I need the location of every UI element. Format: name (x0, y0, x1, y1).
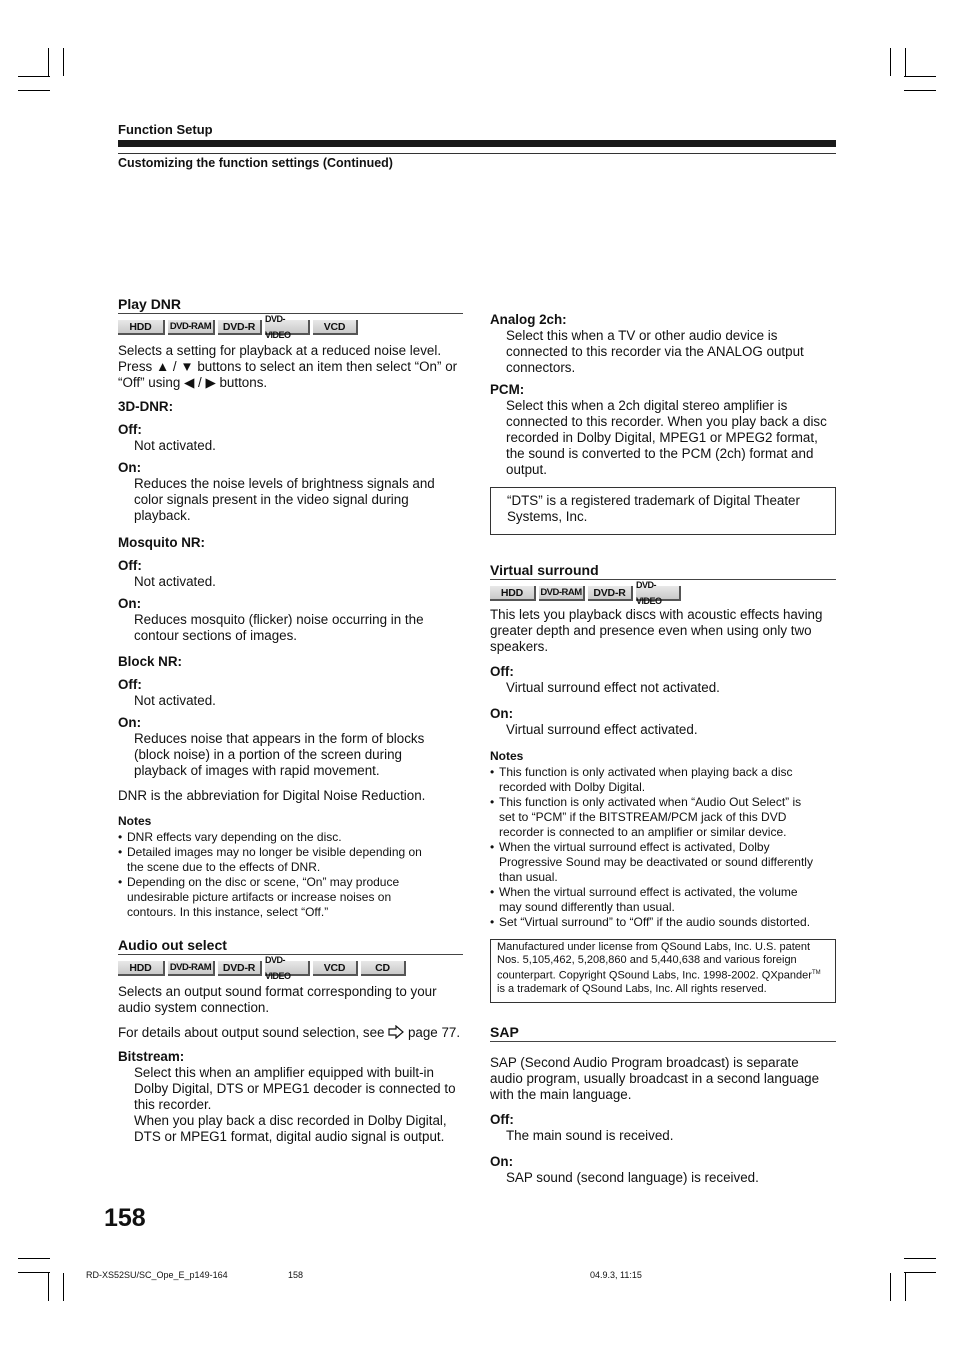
label-pcm: PCM: (490, 382, 525, 397)
label-off: Off: (118, 677, 142, 692)
label-mosquito-nr: Mosquito NR: (118, 535, 206, 550)
crop-mark (905, 48, 906, 76)
dnr-abbreviation-note: DNR is the abbreviation for Digital Noise Reduction. (118, 788, 426, 803)
crop-mark (63, 48, 64, 76)
text-line: recorded in Dolby Digital, MPEG1 or MPEG2 format, (506, 430, 818, 445)
audio-out-intro (118, 984, 463, 1016)
text-line: contour sections of images. (134, 628, 298, 643)
label-on: On: (490, 1154, 514, 1169)
play-dnr-intro (118, 343, 463, 391)
disc-badges (118, 313, 463, 340)
page-subtitle: Customizing the function settings (Continued) (118, 156, 393, 170)
text-line: connected to this recorder. When you play back a disc (506, 414, 827, 429)
badge-dvd-ram: DVD-RAM (168, 320, 215, 335)
crop-mark (890, 1273, 891, 1301)
section-heading-virtual-surround: Virtual surround (490, 562, 836, 580)
option-text: Virtual surround effect not activated. (506, 680, 720, 695)
crop-mark (18, 1272, 50, 1273)
badge-dvd-video: DVD-VIDEO (265, 961, 310, 976)
crop-mark (48, 1273, 49, 1301)
text-line: Selects an output sound format corresponding to your (118, 984, 437, 999)
label-on: On: (118, 715, 142, 730)
section-title: Function Setup (118, 122, 213, 137)
header-rule (118, 140, 836, 147)
crop-mark (18, 90, 50, 91)
text-line: connectors. (506, 360, 576, 375)
text-line: Select this when a TV or other audio device is (506, 328, 778, 343)
label-off: Off: (490, 1112, 514, 1127)
text-line: Selects a setting for playback at a reduced noise level. (118, 343, 442, 358)
text-line: Systems, Inc. (507, 509, 588, 524)
footer-date: 04.9.3, 11:15 (590, 1270, 642, 1280)
note-item: • When the virtual surround effect is activated, Dolby Progressive Sound may be deactivated or sound differently than usual. (490, 840, 836, 885)
sap-intro (490, 1055, 836, 1103)
text-line: speakers. (490, 639, 549, 654)
text-line: Press ▲ / ▼ buttons to select an item then select “On” or (118, 359, 458, 374)
crop-mark (18, 1258, 50, 1259)
arrow-right-icon (388, 1025, 404, 1039)
text-line: Select this when a 2ch digital stereo amplifier is (506, 398, 788, 413)
text-line: Reduces noise that appears in the form of blocks (134, 731, 425, 746)
option-text: Not activated. (134, 438, 216, 453)
crop-mark (48, 48, 49, 76)
note-item: • DNR effects vary depending on the disc. (118, 830, 463, 845)
option-text: The main sound is received. (506, 1128, 674, 1143)
badge-hdd: HDD (490, 586, 536, 601)
text-line: greater depth and presence even when using only two (490, 623, 812, 638)
section-heading-play-dnr: Play DNR (118, 296, 463, 314)
text-line: When you play back a disc recorded in Dolby Digital, (134, 1113, 447, 1128)
label-3d-dnr: 3D-DNR: (118, 399, 174, 414)
crop-mark (904, 1272, 936, 1273)
text-line: color signals present in the video signal during (134, 492, 409, 507)
label-off: Off: (118, 558, 142, 573)
badge-hdd: HDD (118, 320, 165, 335)
label-analog-2ch: Analog 2ch: (490, 312, 567, 327)
crop-mark (904, 76, 936, 77)
notes-heading: Notes (118, 814, 152, 828)
text-line: Reduces mosquito (flicker) noise occurring in the (134, 612, 424, 627)
badge-vcd: VCD (313, 961, 358, 976)
note-item: • Set “Virtual surround” to “Off” if the audio sounds distorted. (490, 915, 836, 930)
text-line: This lets you playback discs with acoustic effects having (490, 607, 823, 622)
label-off: Off: (490, 664, 514, 679)
badge-dvd-video: DVD-VIDEO (636, 586, 681, 601)
note-item: • When the virtual surround effect is activated, the volume may sound differently than usual. (490, 885, 836, 915)
header-rule-thin (118, 153, 836, 154)
crop-mark (905, 1273, 906, 1301)
label-off: Off: (118, 422, 142, 437)
text-line: this recorder. (134, 1097, 212, 1112)
text-line: “Off” using ◀ / ▶ buttons. (118, 375, 268, 390)
note-item: • This function is only activated when “Audio Out Select” is set to “PCM” if the BITSTREAM/PCM jack of this DVD recorder is connected to an amplifier or similar device. (490, 795, 836, 840)
crop-mark (18, 76, 50, 77)
label-on: On: (118, 596, 142, 611)
qsound-license-box (490, 939, 836, 1003)
note-item: • Detailed images may no longer be visible depending on the scene due to the effects of DNR. (118, 845, 463, 875)
text-line: the sound is converted to the PCM (2ch) format and (506, 446, 814, 461)
badge-vcd: VCD (313, 320, 358, 335)
dts-trademark-box (490, 487, 836, 535)
crop-mark (63, 1273, 64, 1301)
section-heading-audio-out-select: Audio out select (118, 937, 463, 955)
text-line: playback of images with rapid movement. (134, 763, 380, 778)
badge-dvd-r: DVD-R (218, 961, 262, 976)
text-line: with the main language. (490, 1087, 632, 1102)
text-line: Dolby Digital, DTS or MPEG1 decoder is connected to (134, 1081, 456, 1096)
crop-mark (904, 90, 936, 91)
text-line: counterpart. Copyright QSound Labs, Inc. 1998-2002. QXpander™ (497, 969, 821, 982)
details-reference (118, 1025, 463, 1041)
text-line: audio program, usually broadcast in a second language (490, 1071, 820, 1086)
text-line: DTS or MPEG1 format, digital audio signal is output. (134, 1129, 445, 1144)
note-item: • Depending on the disc or scene, “On” may produce undesirable picture artifacts or increase noises on contours. In this instance, select “Off.” (118, 875, 463, 920)
page-link[interactable]: page 77. (407, 1025, 461, 1040)
badge-dvd-r: DVD-R (218, 320, 262, 335)
badge-dvd-r: DVD-R (588, 586, 633, 601)
note-item: • This function is only activated when playing back a disc recorded with Dolby Digital. (490, 765, 836, 795)
option-text: Not activated. (134, 574, 216, 589)
text-line: Select this when an amplifier equipped with built-in (134, 1065, 434, 1080)
disc-badges (490, 579, 836, 606)
text-line: audio system connection. (118, 1000, 270, 1015)
text-line: Nos. 5,105,462, 5,208,860 and 5,440,638 and various foreign (497, 954, 797, 966)
option-text: SAP sound (second language) is received. (506, 1170, 759, 1185)
label-block-nr: Block NR: (118, 654, 182, 669)
text-line: Manufactured under license from QSound Labs, Inc. U.S. patent (497, 941, 811, 953)
notes-list (118, 830, 463, 920)
badge-dvd-video: DVD-VIDEO (265, 320, 310, 335)
text-line: connected to this recorder via the ANALOG output (506, 344, 804, 359)
text-line: Reduces the noise levels of brightness signals and (134, 476, 435, 491)
text-line: (block noise) in a portion of the screen during (134, 747, 402, 762)
crop-mark (890, 48, 891, 76)
right-column (490, 312, 836, 1186)
text-line: SAP (Second Audio Program broadcast) is separate (490, 1055, 799, 1070)
footer-page: 158 (288, 1270, 304, 1280)
label-on: On: (118, 460, 142, 475)
notes-heading: Notes (490, 749, 524, 763)
text-line: is a trademark of QSound Labs, Inc. All rights reserved. (497, 982, 767, 995)
reference-text: For details about output sound selection, see (118, 1025, 385, 1040)
option-text: Virtual surround effect activated. (506, 722, 698, 737)
section-heading-sap: SAP (490, 1024, 836, 1042)
text-line: output. (506, 462, 547, 477)
badge-dvd-ram: DVD-RAM (168, 961, 215, 976)
notes-list (490, 765, 836, 930)
left-column (118, 296, 463, 1145)
label-on: On: (490, 706, 514, 721)
badge-hdd: HDD (118, 961, 165, 976)
label-bitstream: Bitstream: (118, 1049, 185, 1064)
disc-badges (118, 954, 463, 981)
footer-filename: RD-XS52SU/SC_Ope_E_p149-164 (86, 1270, 228, 1280)
crop-mark (904, 1258, 936, 1259)
badge-cd: CD (361, 961, 406, 976)
option-text: Not activated. (134, 693, 216, 708)
text-line: “DTS” is a registered trademark of Digital Theater (507, 493, 800, 508)
text-line: playback. (134, 508, 191, 523)
badge-dvd-ram: DVD-RAM (539, 586, 585, 601)
page-number: 158 (104, 1204, 146, 1232)
virtual-surround-intro (490, 607, 836, 655)
trademark-symbol: TM (811, 970, 821, 976)
